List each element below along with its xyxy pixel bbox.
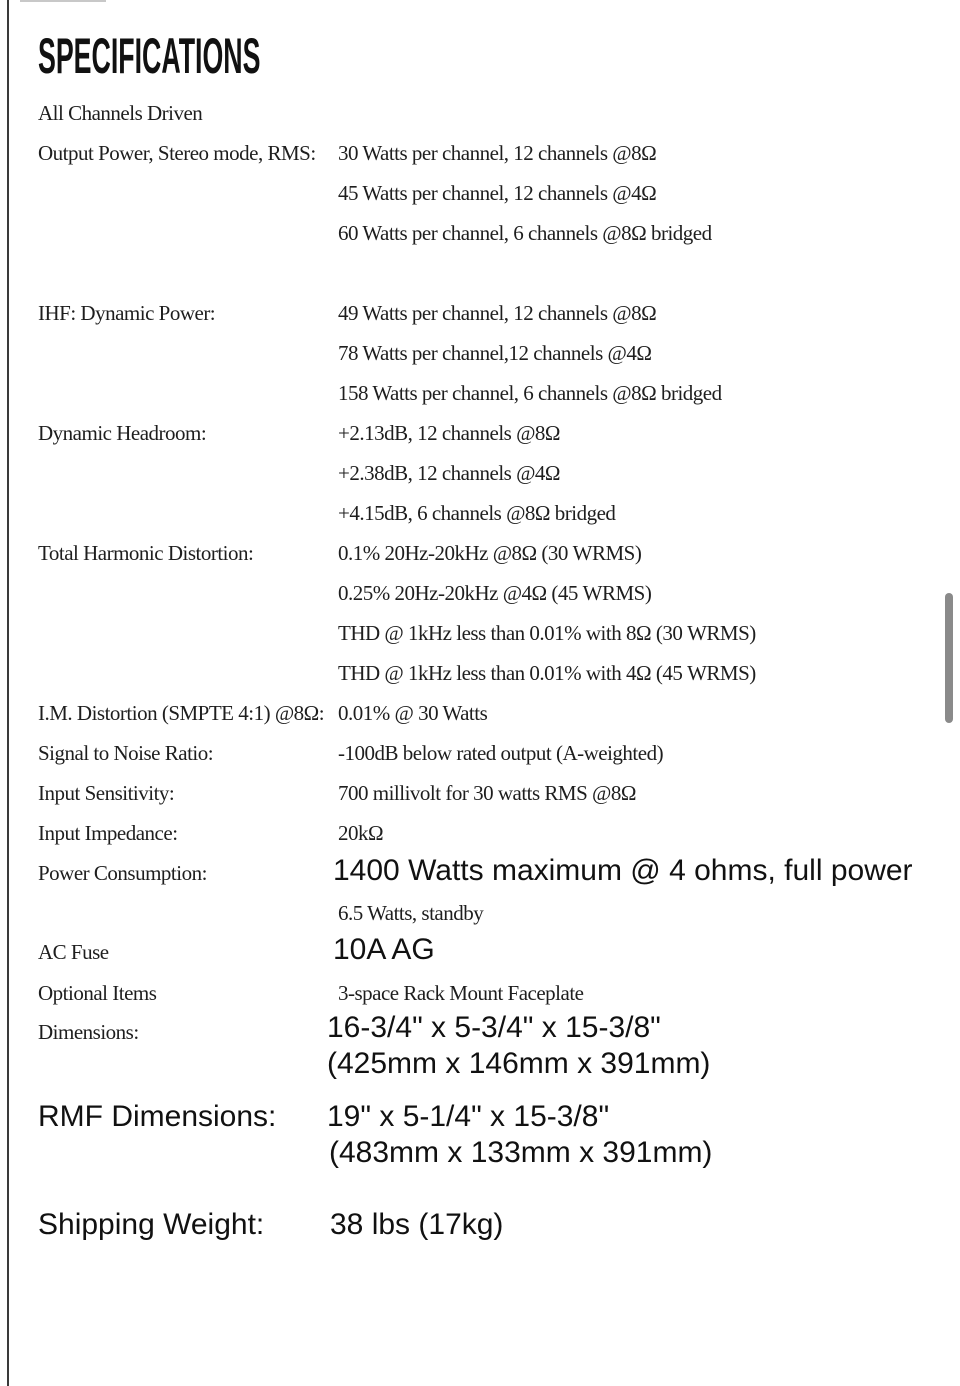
spec-value-thd: THD @ 1kHz less than 0.01% with 4Ω (45 WRMS) [338,661,756,685]
spec-label-dimensions: Dimensions: [38,1020,139,1044]
spec-value-ihf-dynamic-power: 158 Watts per channel, 6 channels @8Ω bridged [338,381,722,405]
spec-label-rmf-dimensions: RMF Dimensions: [38,1100,277,1133]
top-edge-line [20,0,106,2]
spec-value-output-power: 45 Watts per channel, 12 channels @4Ω [338,181,657,205]
spec-value-signal-to-noise: -100dB below rated output (A-weighted) [338,741,664,765]
spec-value-ac-fuse: 10A AG [333,933,435,966]
spec-label-ihf-dynamic-power: IHF: Dynamic Power: [38,301,216,325]
spec-value-ihf-dynamic-power: 78 Watts per channel,12 channels @4Ω [338,341,652,365]
spec-value-dimensions-metric: (425mm x 146mm x 391mm) [327,1047,711,1080]
spec-value-im-distortion: 0.01% @ 30 Watts [338,701,488,725]
spec-label-optional-items: Optional Items [38,981,157,1005]
spec-value-dynamic-headroom: +4.15dB, 6 channels @8Ω bridged [338,501,616,525]
spec-label-power-consumption: Power Consumption: [38,861,207,885]
spec-value-thd: 0.25% 20Hz-20kHz @4Ω (45 WRMS) [338,581,652,605]
spec-value-thd: THD @ 1kHz less than 0.01% with 8Ω (30 WRMS) [338,621,756,645]
spec-label-input-sensitivity: Input Sensitivity: [38,781,175,805]
spec-label-input-impedance: Input Impedance: [38,821,178,845]
spec-value-optional-items: 3-space Rack Mount Faceplate [338,981,584,1005]
spec-value-dynamic-headroom: +2.13dB, 12 channels @8Ω [338,421,561,445]
spec-value-power-consumption-standby: 6.5 Watts, standby [338,901,484,925]
spec-label-shipping-weight: Shipping Weight: [38,1208,265,1241]
spec-value-dimensions-imperial: 16-3/4" x 5-3/4" x 15-3/8" [327,1011,661,1044]
vertical-scrollbar[interactable] [945,593,953,723]
intro-note: All Channels Driven [38,101,203,125]
spec-value-output-power: 60 Watts per channel, 6 channels @8Ω bridged [338,221,712,245]
spec-label-thd: Total Harmonic Distortion: [38,541,254,565]
page-left-border [7,0,9,1386]
spec-value-input-impedance: 20kΩ [338,821,384,845]
page-title: SPECIFICATIONS [38,28,261,84]
spec-label-ac-fuse: AC Fuse [38,940,109,964]
spec-value-thd: 0.1% 20Hz-20kHz @8Ω (30 WRMS) [338,541,642,565]
spec-label-im-distortion: I.M. Distortion (SMPTE 4:1) @8Ω: [38,701,325,725]
spec-value-rmf-dimensions-metric: (483mm x 133mm x 391mm) [329,1136,713,1169]
spec-label-output-power: Output Power, Stereo mode, RMS: [38,141,316,165]
spec-label-dynamic-headroom: Dynamic Headroom: [38,421,207,445]
spec-value-rmf-dimensions-imperial: 19" x 5-1/4" x 15-3/8" [327,1100,610,1133]
spec-value-output-power: 30 Watts per channel, 12 channels @8Ω [338,141,657,165]
spec-value-input-sensitivity: 700 millivolt for 30 watts RMS @8Ω [338,781,636,805]
spec-value-power-consumption: 1400 Watts maximum @ 4 ohms, full power [333,854,913,887]
spec-label-signal-to-noise: Signal to Noise Ratio: [38,741,214,765]
spec-value-ihf-dynamic-power: 49 Watts per channel, 12 channels @8Ω [338,301,657,325]
spec-value-shipping-weight: 38 lbs (17kg) [330,1208,504,1241]
spec-value-dynamic-headroom: +2.38dB, 12 channels @4Ω [338,461,561,485]
